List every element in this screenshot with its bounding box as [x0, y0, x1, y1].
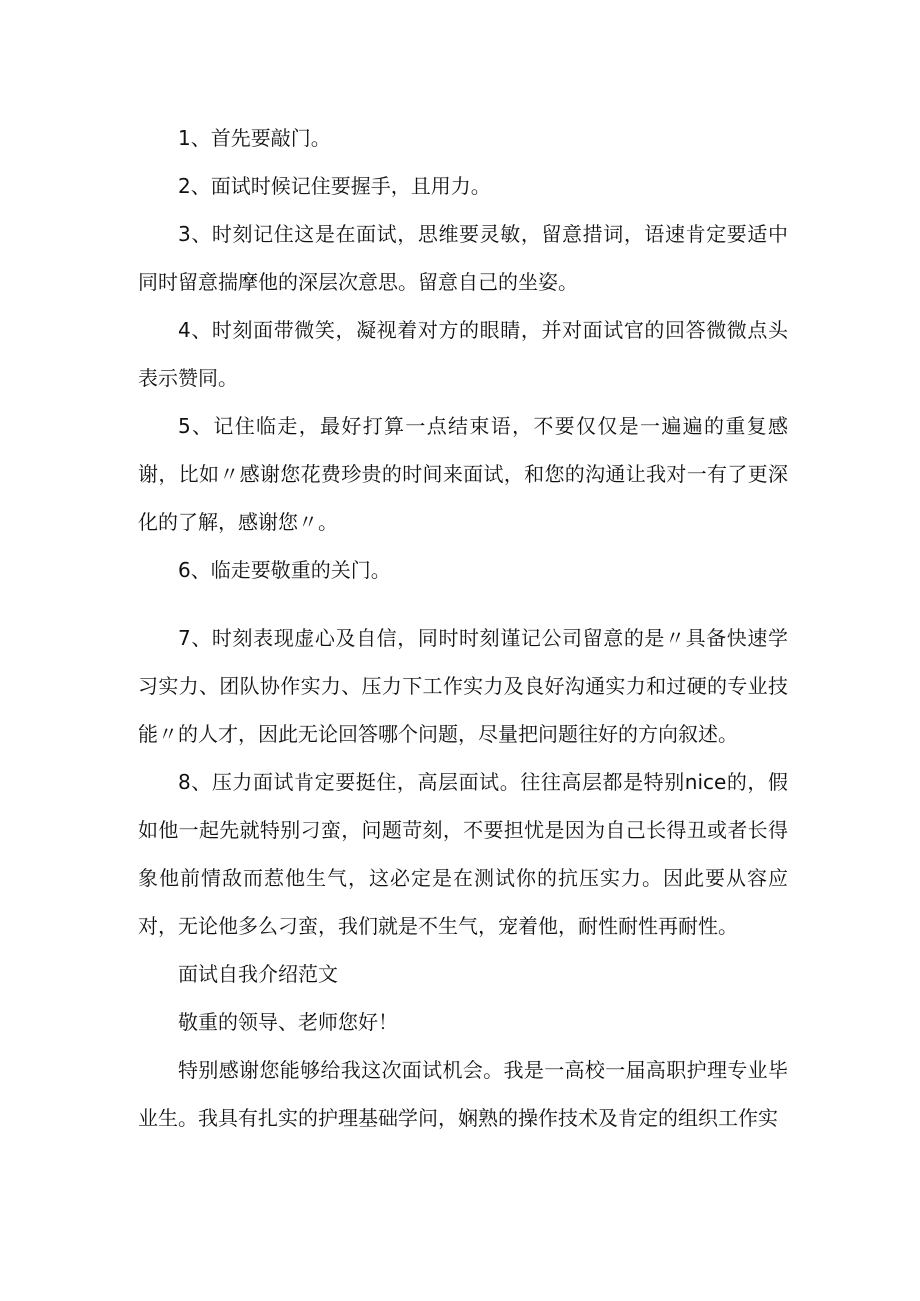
greeting: 敬重的领导、老师您好！ — [178, 1010, 398, 1034]
section-title: 面试自我介绍范文 — [178, 962, 338, 986]
paragraph-4: 4、时刻面带微笑，凝视着对方的眼睛，并对面试官的回答微微点头表示赞同。 — [138, 318, 788, 390]
paragraph-3: 3、时刻记住这是在面试，思维要灵敏，留意措词，语速肯定要适中同时留意揣摩他的深层次意思。留意自己的坐姿。 — [138, 222, 788, 294]
paragraph-1: 1、首先要敲门。 — [178, 126, 331, 150]
paragraph-6: 6、临走要敬重的关门。 — [178, 558, 391, 582]
paragraph-7: 7、时刻表现虚心及自信，同时时刻谨记公司留意的是〃具备快速学习实力、团队协作实力、压力下工作实力及良好沟通实力和过硬的专业技能〃的人才，因此无论回答哪个问题，尽量把问题往好的方向叙述。 — [138, 626, 788, 746]
paragraph-5: 5、记住临走，最好打算一点结束语，不要仅仅是一遍遍的重复感谢，比如〃感谢您花费珍贵的时间来面试，和您的沟通让我对一有了更深化的了解，感谢您〃。 — [138, 414, 788, 534]
document-body — [138, 114, 788, 1142]
paragraph-2: 2、面试时候记住要握手，且用力。 — [178, 174, 491, 198]
intro-paragraph: 特别感谢您能够给我这次面试机会。我是一高校一届高职护理专业毕业生。我具有扎实的护理基础学问，娴熟的操作技术及肯定的组织工作实 — [138, 1058, 788, 1130]
paragraph-8: 8、压力面试肯定要挺住，高层面试。往往高层都是特别nice的，假如他一起先就特别刁蛮，问题苛刻，不要担忧是因为自己长得丑或者长得象他前情敌而惹他生气，这必定是在测试你的抗压实力。因此要从容应对，无论他多么刁蛮，我们就是不生气，宠着他，耐性耐性再耐性。 — [138, 770, 788, 938]
